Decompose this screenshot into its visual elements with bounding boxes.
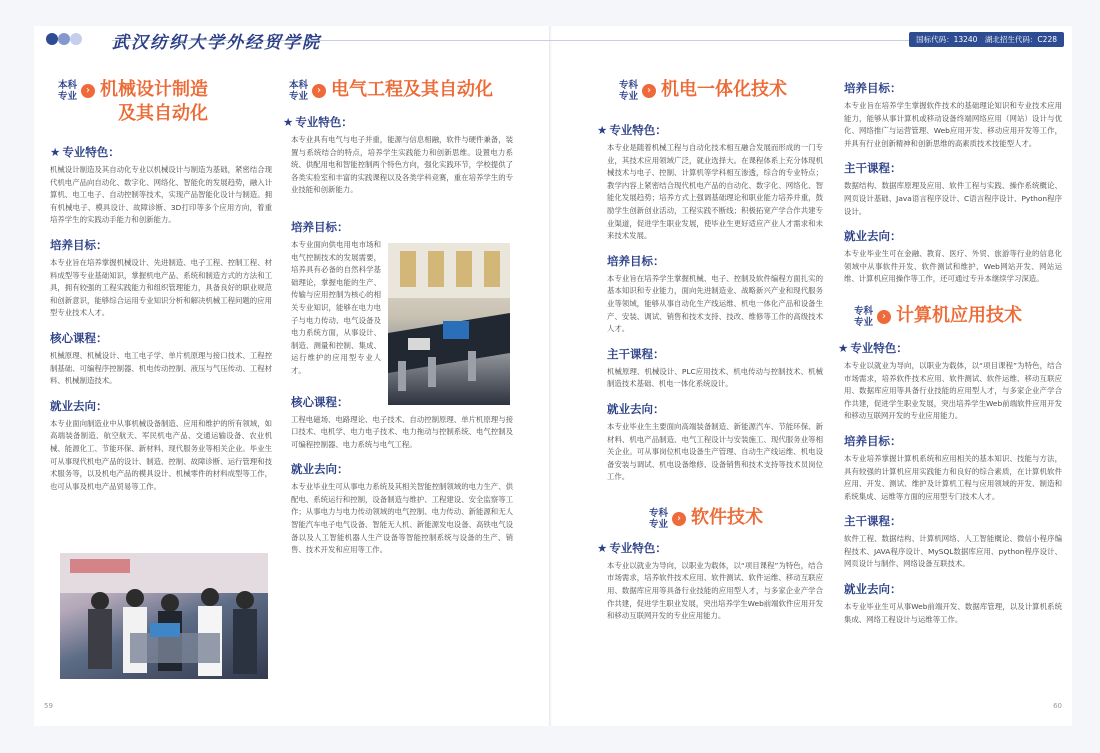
cs-goals-text: 本专业培养掌握计算机系统和应用相关的基本知识、技能与方法，具有较强的计算机应用实践能力和良好的综合素质，在计算机软件应用、开发、测试、维护及计算机工程与应用领域的开发、制造和系统集成、运维等方面的应用型专门技术人才。 <box>844 453 1062 501</box>
section-heading-goals: 培养目标： <box>844 433 902 448</box>
section-heading-goals: 培养目标： <box>50 237 108 252</box>
level-tag-top: 专科 <box>854 305 874 317</box>
section-heading-goals: 培养目标： <box>291 219 349 234</box>
star-icon: ★ <box>597 123 608 137</box>
section-heading-employment: 就业去向： <box>50 398 108 413</box>
section-heading-employment: 就业去向： <box>291 462 349 477</box>
students-robotics-photo <box>60 553 268 679</box>
cs-features-text: 本专业以就业为导向，以职业为载体，以“项目课程”为特色，结合市场需求，培养软件技术应用、软件测试、软件运维、移动互联应用、数据库应用等具备行业技能的应用型人才，与多家企业产学合作共建，促进学生职业发展，突出培养学生Web前端软件应用开发和移动互联网开发的专业应用能力。 <box>844 360 1062 421</box>
level-tag-top: 本科 <box>58 80 78 91</box>
software-features-text: 本专业以就业为导向，以职业为载体，以“项目课程”为特色，结合市场需求，培养软件技术应用、软件测试、软件运维、移动互联应用、数据库应用等具备行业技能的应用型人才，与多家企业产学合作共建，促进学生职业发展，突出培养学生Web前端软件应用开发和移动互联网开发的专业应用能力。 <box>607 560 823 621</box>
level-tag-top: 专科 <box>619 80 639 91</box>
header-dot-1 <box>46 33 58 45</box>
mechatronics-employment-text: 本专业毕业生主要面向高端装备制造、新能源汽车、节能环保、新材料、机电产品制造、电气工程设计与安装施工、现代服务业等相关企业。可从事岗位机电设备生产管理、自动生产线运维、机电设备安装与调试、机电设备维修、设备销售和技术支持等技术员岗位工作。 <box>607 421 823 482</box>
mechatronics-courses-text: 机械原理、机械设计、PLC应用技术、机电传动与控制技术、机械制造技术基础、机电一体化系统设计。 <box>607 366 823 389</box>
star-icon: ★ <box>838 340 849 355</box>
arrow-circle-icon: › <box>877 310 891 324</box>
elec-features-text: 本专业具有电气与电子并重，能源与信息相融，软件与硬件兼备，装置与系统结合的特点，培养学生实践能力和创新思维。设置电力系统、供配用电和智能控制两个特色方向，强化实践环节，学校提供了各类实验室和丰富的实践课程以及各类学科竞赛，重在培养学生的专业技能和创新能力。 <box>291 135 513 195</box>
header-dot-2 <box>58 33 70 45</box>
section-heading-main-courses: 主干课程： <box>844 161 902 176</box>
page-gutter <box>549 26 552 726</box>
software-goals-text: 本专业旨在培养学生掌握软件技术的基础理论知识和专业技术应用能力，能够从事计算机或移动设备终端网络应用（网站）设计与优化、网络推广与运营管理、Web应用开发、移动应用开发等工作，并具有行业创新精神和创新思维的高素质技术技能型人才。 <box>844 101 1062 148</box>
star-icon: ★ <box>597 540 608 555</box>
major-level-tag <box>854 306 873 328</box>
level-tag-bottom: 专业 <box>854 316 874 328</box>
major-level-tag <box>619 80 638 102</box>
section-heading-features: ★ 专业特色： <box>838 340 908 355</box>
arrow-circle-icon: › <box>312 84 326 98</box>
section-heading-features: ★ 专业特色： <box>283 115 353 129</box>
major-title: 电气工程及其自动化 <box>331 79 494 100</box>
column-computer <box>838 80 1062 626</box>
elec-courses-text: 工程电磁场、电路理论、电子技术、自动控制原理、单片机原理与接口技术、电机学、电力电子技术、电力拖动与控制系统、电气控制及可编程控制器、电力系统与电气工程。 <box>291 414 513 449</box>
column-mechanical <box>50 78 272 493</box>
mech-courses-text: 机械原理、机械设计、电工电子学、单片机原理与接口技术、工程控制基础、可编程序控制器、机电传动控制、液压与气压传动、工程材料、机械制造技术。 <box>50 350 272 386</box>
section-heading-features: ★ 专业特色： <box>50 145 120 159</box>
level-tag-bottom: 专业 <box>58 91 78 102</box>
cs-employment-text: 本专业毕业生可从事Web前端开发、数据库管理，以及计算机系统集成、网络工程设计与运维等工作。 <box>844 602 1062 624</box>
mech-features-text: 机械设计制造及其自动化专业以机械设计与制造为基础，紧密结合现代机电产品向自动化、数字化、网络化、智能化的发展趋势，融入计算机、电工电子、自动控制等技术，实现产品智能化设计与制造。拥有机械电子、模具设计、故障诊断、3D打印等多个应用方向，着重培养学生的实践动手能力和创新能力。 <box>50 165 272 225</box>
mech-employment-text: 本专业面向制造业中从事机械设备制造、应用和维护的所有领域，如高端装备制造、航空航天、军民机电产品、交通运输设备、农业机械、能源化工、节能环保、新材料、现代服务业等相关企业。毕业生可从事现代机电产品的设计、制造、控制、故障诊断、运行管理和技术服务等，以及机电产品的模具设计、机械零件的材料成型等工作，也可从事及机电产品贸易等工作。 <box>50 418 272 491</box>
arrow-circle-icon: › <box>672 512 686 526</box>
major-title: 软件技术 <box>691 506 764 528</box>
major-title <box>100 78 208 126</box>
major-level-tag <box>649 508 668 530</box>
major-header-mechanical <box>58 78 272 126</box>
major-title: 机电一体化技术 <box>661 79 788 100</box>
level-tag-top: 专科 <box>649 507 669 519</box>
header-dots <box>46 33 106 45</box>
photo-illustration <box>60 553 268 679</box>
section-heading-main-courses: 主干课程： <box>844 514 902 529</box>
column-mechatronics <box>597 78 823 623</box>
cs-courses-text: 软件工程、数据结构、计算机网络、人工智能概论、微信小程序编程技术、JAVA程序设计、MySQL数据库应用、python程序设计、网页设计与制作、网络设备互联技术。 <box>844 534 1062 569</box>
mechatronics-features-text: 本专业是随着机械工程与自动化技术相互融合发展而形成的一门专业，其技术应用领域广泛，就业选择大。在课程体系上充分体现机械技术与电子、控制、计算机等学科相互渗透，综合的专业特点；教学内容上紧密结合现代机电产品的自动化、数字化、网络化、智能化发展趋势；培养方式上强调基础理论和职业能力培养并重，鼓励学生创新创业活动，工程实践不断线；积极拓宽产学合作共建专业渠道，促进学生职业发展，使毕业生更好适应产业人才需求和未来技术发展。 <box>607 143 823 241</box>
section-heading-goals: 培养目标： <box>844 81 902 95</box>
enrollment-codes-badge: 国标代码：13240 湖北招生代码：C228 <box>909 32 1064 47</box>
school-name: 武汉纺织大学外经贸学院 <box>112 33 321 53</box>
section-heading-employment: 就业去向： <box>844 229 902 244</box>
major-title-line-1: 机械设计制造 <box>100 79 209 100</box>
level-tag-bottom: 专业 <box>619 91 639 102</box>
level-tag-bottom: 专业 <box>649 518 669 530</box>
arrow-circle-icon: › <box>642 84 656 98</box>
mech-goals-text: 本专业旨在培养掌握机械设计、先进制造、电子工程、控制工程、材料成型等专业基础知识，掌握机电产品、系统和制造方式的方法和工具，拥有较强的工程实践能力和组织管理能力，具备良好的职业规范和创新意识，能够综合运用专业知识分析和解决机械工程问题的应用型专业技术人才。 <box>50 257 272 318</box>
mechatronics-goals-text: 本专业旨在培养学生掌握机械、电子、控制及软件编程方面扎实的基本知识和专业能力，面向先进制造业、战略新兴产业和现代服务业等领域，能够从事自动化生产线运维、机电一体化产品和设备生产、安装、调试、销售和技术支持、技改、维修等工作的高级技术人才。 <box>607 273 823 334</box>
header-dot-3 <box>70 33 82 45</box>
section-heading-employment: 就业去向： <box>844 582 902 597</box>
major-level-tag <box>289 80 308 102</box>
section-heading-features: ★ 专业特色： <box>597 123 667 137</box>
major-title-line-2: 及其自动化 <box>118 103 209 124</box>
page-number-right: 60 <box>1053 702 1062 710</box>
star-icon: ★ <box>283 115 294 129</box>
section-heading-features: ★ 专业特色： <box>597 540 667 555</box>
major-title: 计算机应用技术 <box>896 304 1023 326</box>
section-heading-goals: 培养目标： <box>607 253 665 268</box>
page-number-left: 59 <box>44 702 53 710</box>
section-heading-courses: 核心课程： <box>291 394 349 409</box>
major-level-tag <box>58 80 77 102</box>
level-tag-top: 本科 <box>289 80 309 91</box>
major-header-mechatronics <box>619 78 823 102</box>
elec-goals-text: 本专业面向供电用电市场和电气控制技术的发展需要，培养具有必备的自然科学基础理论，掌握电能的生产、传输与应用控制为核心的相关专业知识，能够在电力电子与电力传动、电气设备及电力系统方面，从事设计、制造、测量和控制、集成、运行维护的应用型专业人才。 <box>291 239 381 375</box>
software-employment-text: 本专业毕业生可在金融、教育、医疗、外贸、旅游等行业的信息化领域中从事软件开发、软件测试和维护、Web网站开发、网站运维、计算机应用操作等工作，还可通过专升本继续学习深造。 <box>844 249 1062 284</box>
section-heading-main-courses: 主干课程： <box>607 346 665 361</box>
lab-illustration <box>388 243 510 405</box>
major-header-electrical <box>289 78 513 102</box>
electrical-lab-photo <box>388 243 510 405</box>
major-header-computer <box>854 304 1062 328</box>
section-heading-employment: 就业去向： <box>607 401 665 416</box>
major-header-software <box>649 506 823 530</box>
software-courses-text: 数据结构、数据库原理及应用、软件工程与实践、操作系统概论、网页设计基础、Java语言程序设计、C语言程序设计、Python程序设计。 <box>844 181 1062 216</box>
level-tag-bottom: 专业 <box>289 91 309 102</box>
elec-employment-text: 本专业毕业生可从事电力系统及其相关智能控制领域的电力生产、供配电、系统运行和控制，设备制造与维护、工程建设、安全监察等工作；从事电力与电力传动领域的电气控制、电力传动、新能源和无人智能汽车电子电气设备、智能无人机、新能源发电设备、高铁电气设备以及人工智能机器人生产设备等智能控制系统与设备的生产、销售、技术开发和应用等工作。 <box>291 482 513 555</box>
arrow-circle-icon: › <box>81 84 95 98</box>
section-heading-courses: 核心课程： <box>50 330 108 345</box>
star-icon: ★ <box>50 145 61 159</box>
